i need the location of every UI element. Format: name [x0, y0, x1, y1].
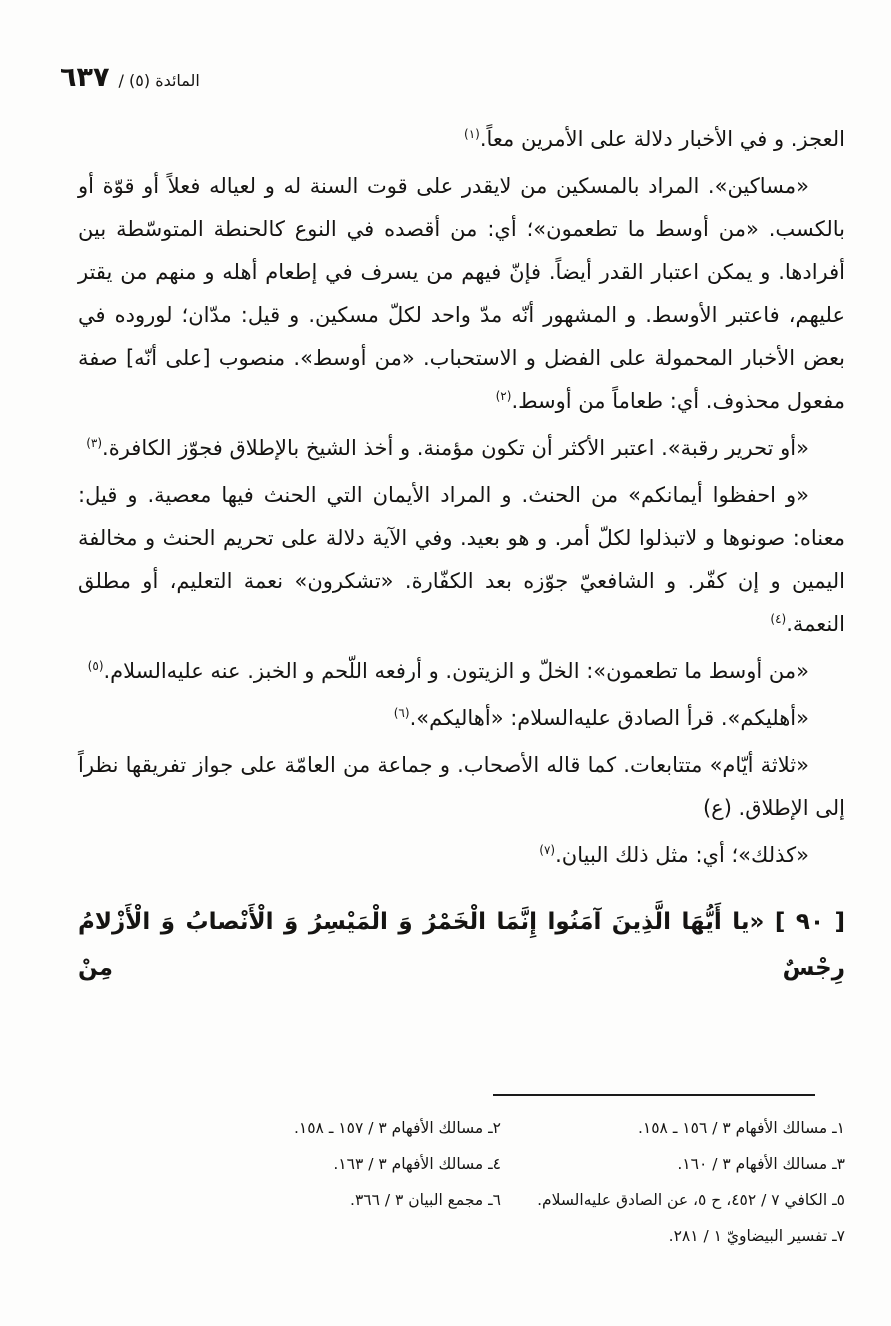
paragraph [78, 744, 845, 830]
footnote-marker: (١) [464, 127, 480, 141]
footnote-marker: (٣) [86, 436, 103, 450]
footnote-marker: (٦) [393, 706, 410, 720]
paragraph [78, 427, 845, 470]
footnote-empty [45, 1218, 501, 1254]
footnote: ٤ـ مسالك الأفهام ٣ / ١٦٣. [333, 1155, 501, 1173]
paragraph-text: «مساكين». المراد بالمسكين من لايقدر على قوت السنة له و لعياله فعلاً أو قوّة أو بالكسب. «من أوسط ما تطعمون»؛ أي: من أقصده في النوع كالحنطة المتوسّطة بين أفرادها. و يمكن اعتبار القدر أيضاً. فإنّ فيهم من يسرف في إطعام أهله و منهم من يقتر عليهم، فاعتبر الأوسط. و المشهور أنّه مدّ واحد لكلّ مسكين. و قيل: مدّان؛ لوروده في بعض الأخبار المحمولة على الفضل و الاستحباب. «من أوسط». منصوب [على أنّه] صفة مفعول محذوف. أي: طعاماً من أوسط. [78, 174, 845, 413]
footnote-separator [493, 1094, 815, 1096]
footnote: ١ـ مسالك الأفهام ٣ / ١٥٦ ـ ١٥٨. [637, 1119, 845, 1137]
verse-number: [ ٩٠ ] [774, 909, 845, 935]
paragraph [78, 650, 845, 693]
footnote-marker: (٤) [770, 612, 787, 626]
commentary-body [78, 118, 845, 995]
paragraph-text: «كذلك»؛ أي: مثل ذلك البيان. [555, 843, 809, 867]
footnote: ٣ـ مسالك الأفهام ٣ / ١٦٠. [677, 1155, 845, 1173]
footnote-marker: (٧) [539, 843, 556, 857]
chapter-title: المائدة (٥) / [118, 71, 200, 90]
footnote-grid [45, 1110, 845, 1254]
footnote: ٢ـ مسالك الأفهام ٣ / ١٥٧ ـ ١٥٨. [293, 1119, 501, 1137]
page-number: ٦٣٧ [60, 62, 110, 93]
paragraph [78, 165, 845, 423]
footnote-marker: (٢) [495, 389, 512, 403]
paragraph-text: العجز. و في الأخبار دلالة على الأمرين معاً. [479, 127, 845, 151]
footnote-marker: (٥) [87, 659, 104, 673]
paragraph [78, 474, 845, 646]
verse-text: «يا أَيُّهَا الَّذِينَ آمَنُوا إِنَّمَا الْخَمْرُ وَ الْمَيْسِرُ وَ الْأَنْصابُ وَ الْأَزْلامُ رِجْسٌ مِنْ [78, 909, 845, 981]
footnote: ٦ـ مجمع البيان ٣ / ٣٦٦. [350, 1191, 501, 1209]
paragraph [78, 834, 845, 877]
paragraph [78, 697, 845, 740]
paragraph [78, 118, 845, 161]
footnotes-section [45, 1094, 845, 1254]
paragraph-text: «ثلاثة أيّام» متتابعات. كما قاله الأصحاب. و جماعة من العامّة على جواز تفريقها نظراً إلى الإطلاق. (ع) [78, 753, 845, 820]
paragraph-text: «و احفظوا أيمانكم» من الحنث. و المراد الأيمان التي الحنث فيها معصية. و قيل: معناه: صونوها و لاتبذلوا لكلّ أمر. و هو بعيد. وفي الآية دلالة على تحريم الحنث و مخالفة اليمين و إن كفّر. و الشافعيّ جوّزه بعد الكفّارة. «تشكرون» نعمة التعليم، أو مطلق النعمة. [78, 483, 845, 636]
paragraph-text: «أهليكم». قرأ الصادق عليه‌السلام: «أهاليكم». [409, 706, 809, 730]
running-head [60, 62, 200, 93]
paragraph-text: «من أوسط ما تطعمون»: الخلّ و الزيتون. و أرفعه اللّحم و الخبز. عنه عليه‌السلام. [103, 659, 809, 683]
quran-verse-line [78, 899, 845, 991]
footnote: ٧ـ تفسير البيضاويّ ١ / ٢٨١. [668, 1227, 845, 1245]
footnote: ٥ـ الكافي ٧ / ٤٥٢، ح ٥، عن الصادق عليه‌السلام. [537, 1191, 845, 1209]
paragraph-text: «أو تحرير رقبة». اعتبر الأكثر أن تكون مؤمنة. و أخذ الشيخ بالإطلاق فجوّز الكافرة. [102, 436, 809, 460]
